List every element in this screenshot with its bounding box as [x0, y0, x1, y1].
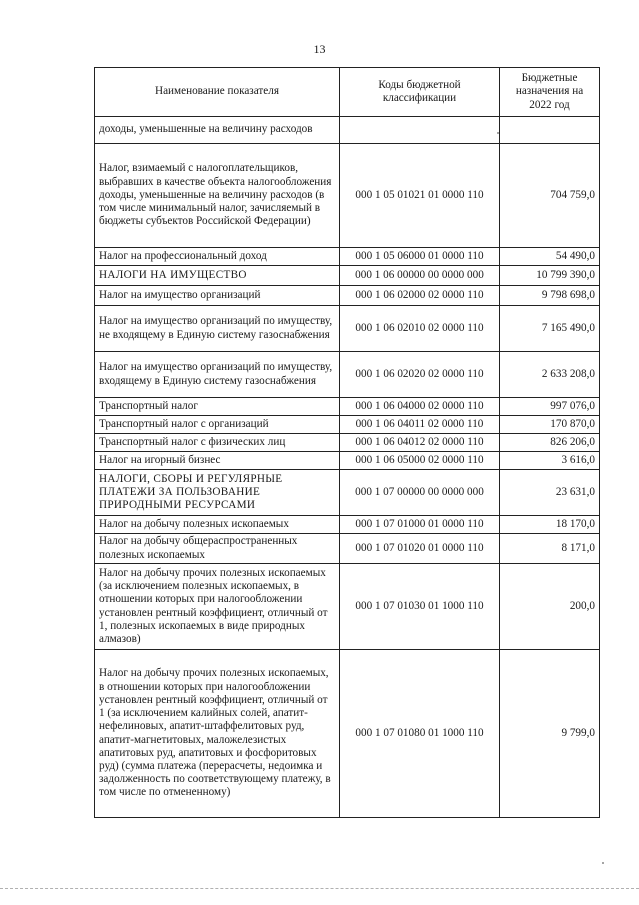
- budget-amount: 9 798 698,0: [500, 286, 600, 306]
- header-budget-amount: Бюджетные назначения на 2022 год: [500, 68, 600, 117]
- header-classification-code: Коды бюджетной классификации: [340, 68, 500, 117]
- budget-amount: 2 633 208,0: [500, 352, 600, 398]
- indicator-name: Налог на добычу полезных ископаемых: [95, 516, 340, 534]
- indicator-name: Налог, взимаемый с налогоплательщиков, выбравших в качестве объекта налогообложения доходы, уменьшенные на величину расходов (в том числе минимальный налог, зачисляемый в бюджеты субъектов Российской Федерации): [95, 144, 340, 248]
- indicator-name: НАЛОГИ НА ИМУЩЕСТВО: [95, 266, 340, 286]
- classification-code: [340, 117, 500, 144]
- indicator-name: Транспортный налог: [95, 398, 340, 416]
- page-number: 13: [313, 42, 326, 56]
- budget-amount: 10 799 390,0: [500, 266, 600, 286]
- table-row: [95, 266, 600, 286]
- table-row: [95, 470, 600, 516]
- table-header-row: [95, 68, 600, 117]
- table-row: [95, 398, 600, 416]
- indicator-name: Налог на имущество организаций: [95, 286, 340, 306]
- budget-amount: 200,0: [500, 564, 600, 650]
- classification-code: 000 1 06 05000 02 0000 110: [340, 452, 500, 470]
- scan-speck: [602, 862, 604, 864]
- classification-code: 000 1 06 02020 02 0000 110: [340, 352, 500, 398]
- classification-code: 000 1 05 01021 01 0000 110: [340, 144, 500, 248]
- table-row: [95, 434, 600, 452]
- classification-code: 000 1 06 04012 02 0000 110: [340, 434, 500, 452]
- indicator-name: доходы, уменьшенные на величину расходов: [95, 117, 340, 144]
- table-row: [95, 248, 600, 266]
- classification-code: 000 1 07 01020 01 0000 110: [340, 534, 500, 564]
- table-row: [95, 452, 600, 470]
- budget-amount: 9 799,0: [500, 650, 600, 818]
- classification-code: 000 1 06 02010 02 0000 110: [340, 306, 500, 352]
- budget-amount: 54 490,0: [500, 248, 600, 266]
- indicator-name: Налог на имущество организаций по имуществу, входящему в Единую систему газоснабжения: [95, 352, 340, 398]
- scan-speck: [497, 132, 499, 134]
- indicator-name: Транспортный налог с организаций: [95, 416, 340, 434]
- table-row: [95, 416, 600, 434]
- table-row: [95, 117, 600, 144]
- indicator-name: Налог на имущество организаций по имуществу, не входящему в Единую систему газоснабжения: [95, 306, 340, 352]
- budget-amount: 170 870,0: [500, 416, 600, 434]
- table-row: [95, 286, 600, 306]
- table-row: [95, 306, 600, 352]
- indicator-name: Налог на профессиональный доход: [95, 248, 340, 266]
- classification-code: 000 1 06 04000 02 0000 110: [340, 398, 500, 416]
- classification-code: 000 1 05 06000 01 0000 110: [340, 248, 500, 266]
- table-row: [95, 352, 600, 398]
- indicator-name: Налог на добычу общераспространенных полезных ископаемых: [95, 534, 340, 564]
- budget-amount: 997 076,0: [500, 398, 600, 416]
- classification-code: 000 1 07 01080 01 1000 110: [340, 650, 500, 818]
- budget-amount: 23 631,0: [500, 470, 600, 516]
- table-row: [95, 534, 600, 564]
- table-row: [95, 516, 600, 534]
- budget-amount: 18 170,0: [500, 516, 600, 534]
- indicator-name: Налог на добычу прочих полезных ископаемых (за исключением полезных ископаемых, в отношении которых при налогообложении установлен рентный коэффициент, отличный от 1, полезных ископаемых в виде природных алмазов): [95, 564, 340, 650]
- table-row: [95, 144, 600, 248]
- classification-code: 000 1 06 04011 02 0000 110: [340, 416, 500, 434]
- header-indicator-name: Наименование показателя: [95, 68, 340, 117]
- budget-amount: 7 165 490,0: [500, 306, 600, 352]
- budget-amount: 704 759,0: [500, 144, 600, 248]
- budget-amount: 826 206,0: [500, 434, 600, 452]
- classification-code: 000 1 06 00000 00 0000 000: [340, 266, 500, 286]
- table-row: [95, 650, 600, 818]
- table-row: [95, 564, 600, 650]
- classification-code: 000 1 07 01000 01 0000 110: [340, 516, 500, 534]
- budget-amount: 8 171,0: [500, 534, 600, 564]
- budget-table: [94, 67, 600, 818]
- scan-edge-line: [0, 888, 639, 890]
- classification-code: 000 1 07 01030 01 1000 110: [340, 564, 500, 650]
- indicator-name: Транспортный налог с физических лиц: [95, 434, 340, 452]
- indicator-name: НАЛОГИ, СБОРЫ И РЕГУЛЯРНЫЕ ПЛАТЕЖИ ЗА ПОЛЬЗОВАНИЕ ПРИРОДНЫМИ РЕСУРСАМИ: [95, 470, 340, 516]
- classification-code: 000 1 06 02000 02 0000 110: [340, 286, 500, 306]
- indicator-name: Налог на игорный бизнес: [95, 452, 340, 470]
- budget-amount: [500, 117, 600, 144]
- classification-code: 000 1 07 00000 00 0000 000: [340, 470, 500, 516]
- budget-amount: 3 616,0: [500, 452, 600, 470]
- indicator-name: Налог на добычу прочих полезных ископаемых, в отношении которых при налогообложении установлен рентный коэффициент, отличный от 1 (за исключением калийных солей, апатит-нефелиновых, апатит-штаффелитовых руд, апатит-магнетитовых, маложелезистых апатитовых руд, апатитовых и фосфоритовых руд) (сумма платежа (перерасчеты, недоимка и задолженность по соответствующему платежу, в том числе по отмененному): [95, 650, 340, 818]
